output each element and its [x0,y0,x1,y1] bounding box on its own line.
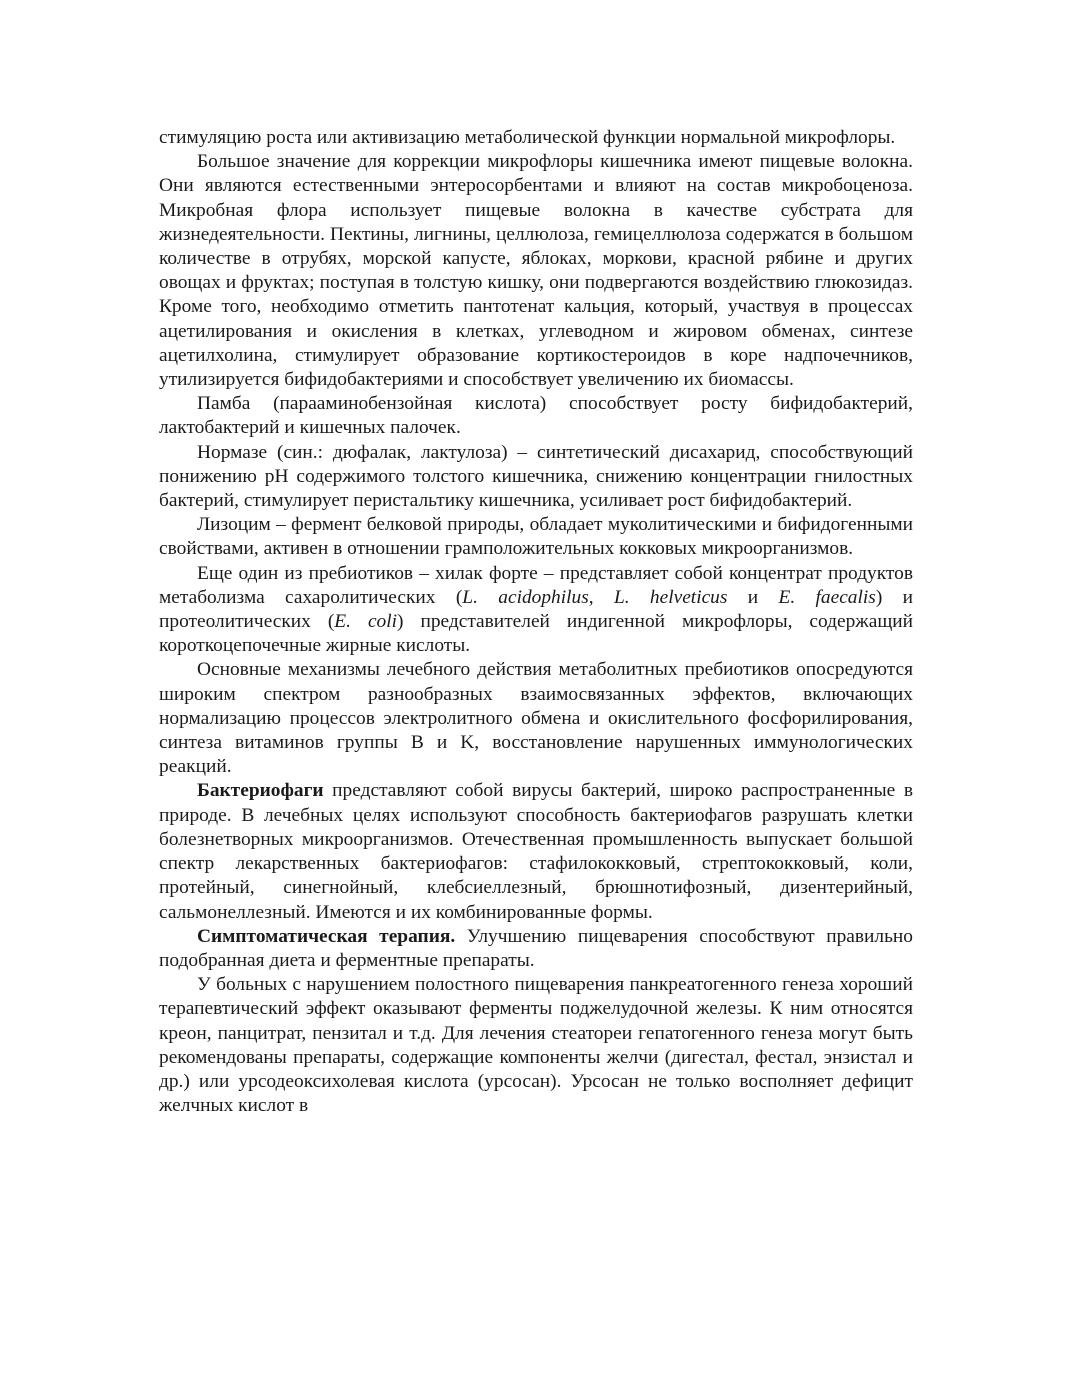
species-name: L. acidophilus [462,586,589,608]
document-page [159,126,913,1118]
section-term: Бактериофаги [197,780,324,802]
paragraph [159,925,913,973]
species-name: L. helveticus [613,586,728,608]
paragraph: Основные механизмы лечебного действия метаболитных пребиотиков опосредуются широким спектром разнообразных взаимосвязанных эффектов, включающих нормализацию процессов электролитного обмена и окислительного фосфорилирования, синтеза витаминов группы B и K, восстановление нарушенных иммунологических реакций. [159,659,913,778]
section-term: Симптоматическая терапия. [197,925,456,947]
text-run: Еще один из пребиотиков – хилак форте – представляет собой концентрат продуктов метаболизма сахаролитических ( [159,562,913,608]
paragraph: Лизоцим – фермент белковой природы, обладает муколитическими и бифидогенными свойствами, активен в отношении грамположительных кокковых микроорганизмов. [159,514,913,560]
text-run: , [588,586,614,608]
species-name: E. faecalis [778,586,876,608]
text-run: представляют собой вирусы бактерий, широко распространенные в природе. В лечебных целях используют способность бактериофагов разрушать клетки болезнетворных микроорганизмов. Отечественная промышленность выпускает большой спектр лекарственных бактериофагов: стафилококковый, стрептококковый, коли, протейный, синегнойный, клебсиеллезный, брюшнотифозный, дизентерийный, сальмонеллезный. Имеются и их комбинированные формы. [159,780,913,923]
text-run: Улучшению пищеварения способствуют правильно подобранная диета и ферментные препараты. [159,925,913,971]
text-run: ) и протеолитических ( [159,586,913,633]
text-run: и [727,586,779,608]
species-name: E. coli [334,611,398,633]
paragraph: Большое значение для коррекции микрофлоры кишечника имеют пищевые волокна. Они являются естественными энтеросорбентами и влияют на состав микробоценоза. Микробная флора использует пищевые волокна в качестве субстрата для жизнедеятельности. Пектины, лигнины, целлюлоза, гемицеллюлоза содержатся в большом количестве в отрубях, морской капусте, яблоках, моркови, красной рябине и других овощах и фруктах; поступая в толстую кишку, они подвергаются воздействию глюкозидаз. Кроме того, необходимо отметить пантотенат кальция, который, участвуя в процессах ацетилирования и окисления в клетках, углеводном и жировом обменах, синтезе ацетилхолина, стимулирует образование кортикостероидов в коре надпочечников, утилизируется бифидобактериями и способствует увеличению их биомассы. [159,151,913,391]
text-run: ) представителей индигенной микрофлоры, содержащий короткоцепочечные жирные кислоты. [159,611,914,657]
paragraph [159,562,913,659]
paragraph [159,779,913,924]
paragraph: У больных с нарушением полостного пищеварения панкреатогенного генеза хороший терапевтический эффект оказывают ферменты поджелудочной железы. К ним относятся креон, панцитрат, пензитал и т.д. Для лечения стеатореи гепатогенного генеза могут быть рекомендованы препараты, содержащие компоненты желчи (дигестал, фестал, энзистал и др.) или урсодеоксихолевая кислота (урсосан). Урсосан не только восполняет дефицит желчных кислот в [159,974,913,1117]
paragraph: стимуляцию роста или активизацию метаболической функции нормальной микрофлоры. [159,127,896,148]
paragraph: Памба (парааминобензойная кислота) способствует росту бифидобактерий, лактобактерий и кишечных палочек. [159,393,913,439]
paragraph: Нормазе (син.: дюфалак, лактулоза) – синтетический дисахарид, способствующий понижению pH содержимого толстого кишечника, снижению концентрации гнилостных бактерий, стимулирует перистальтику кишечника, усиливает рост бифидобактерий. [159,441,913,512]
